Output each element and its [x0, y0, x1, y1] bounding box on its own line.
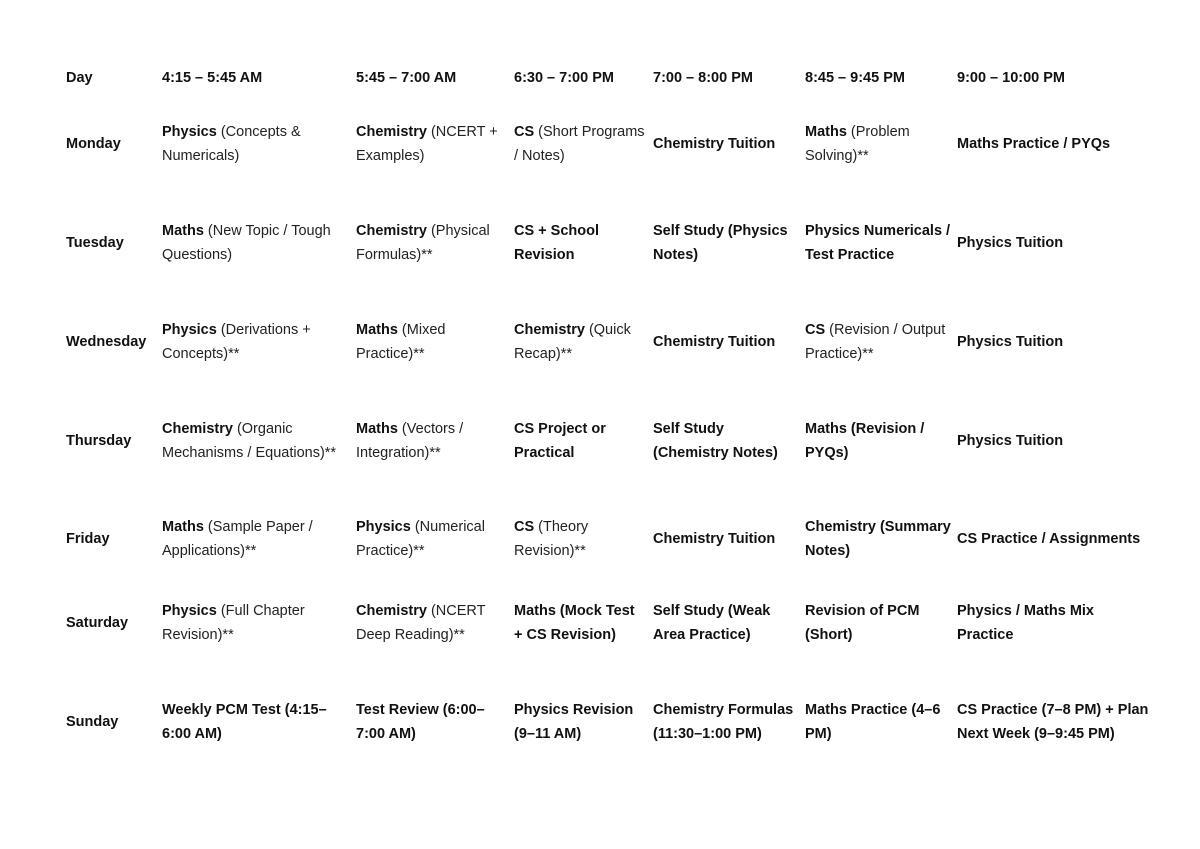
- cell-detail: (NCERT + Examples): [356, 123, 498, 164]
- row-wednesday: [66, 296, 1156, 388]
- cell-subject: Chemistry: [356, 222, 427, 239]
- timetable-header: [66, 58, 1156, 98]
- cell-subject: Chemistry Tuition: [653, 333, 776, 350]
- schedule-cell: [356, 662, 514, 782]
- schedule-cell: [957, 388, 1156, 494]
- schedule-cell: [653, 584, 805, 662]
- schedule-cell: [653, 494, 805, 584]
- cell-detail: (Organic Mechanisms / Equations)**: [162, 420, 337, 461]
- cell-detail: (Revision / Output Practice)**: [805, 321, 946, 362]
- cell-subject: CS: [805, 321, 826, 338]
- schedule-cell: [356, 584, 514, 662]
- header-slot-5: 8:45 – 9:45 PM: [805, 69, 905, 86]
- header-slot-2: 5:45 – 7:00 AM: [356, 69, 457, 86]
- schedule-cell: [805, 584, 957, 662]
- cell-subject: Maths (Revision / PYQs): [805, 420, 925, 461]
- cell-subject: Physics: [162, 321, 217, 338]
- cell-subject: Chemistry: [356, 602, 427, 619]
- cell-subject: Self Study (Weak Area Practice): [653, 602, 771, 643]
- cell-subject: Revision of PCM (Short): [805, 602, 920, 643]
- cell-subject: Physics: [356, 518, 411, 535]
- cell-subject: Maths: [162, 222, 204, 239]
- schedule-cell: [514, 494, 653, 584]
- schedule-cell: [805, 296, 957, 388]
- cell-subject: Chemistry: [162, 420, 233, 437]
- schedule-cell: [957, 296, 1156, 388]
- schedule-cell: [162, 494, 356, 584]
- cell-subject: Maths: [162, 518, 204, 535]
- schedule-cell: [957, 98, 1156, 190]
- schedule-cell: [805, 388, 957, 494]
- schedule-cell: [957, 190, 1156, 296]
- row-thursday: [66, 388, 1156, 494]
- cell-detail: (New Topic / Tough Questions): [162, 222, 331, 263]
- schedule-cell: [805, 98, 957, 190]
- schedule-cell: [805, 662, 957, 782]
- schedule-cell: [162, 388, 356, 494]
- cell-subject: CS Project or Practical: [514, 420, 606, 461]
- day-label: Tuesday: [66, 234, 124, 251]
- row-tuesday: [66, 190, 1156, 296]
- header-slot-1: 4:15 – 5:45 AM: [162, 69, 263, 86]
- schedule-cell: [514, 584, 653, 662]
- schedule-cell: [653, 190, 805, 296]
- day-label: Monday: [66, 135, 121, 152]
- cell-subject: Chemistry: [514, 321, 585, 338]
- cell-subject: CS: [514, 123, 535, 140]
- cell-subject: Maths Practice / PYQs: [957, 135, 1111, 152]
- schedule-cell: [162, 584, 356, 662]
- cell-subject: Physics: [162, 602, 217, 619]
- header-slot-3: 6:30 – 7:00 PM: [514, 69, 614, 86]
- cell-detail: (Full Chapter Revision)**: [162, 602, 305, 643]
- schedule-cell: [162, 98, 356, 190]
- cell-subject: Maths: [356, 321, 398, 338]
- schedule-cell: [356, 98, 514, 190]
- header-slot-6: 9:00 – 10:00 PM: [957, 69, 1066, 86]
- schedule-cell: [514, 662, 653, 782]
- row-sunday: [66, 662, 1156, 782]
- schedule-cell: [514, 388, 653, 494]
- cell-subject: CS + School Revision: [514, 222, 600, 263]
- cell-subject: Physics: [162, 123, 217, 140]
- cell-subject: Test Review (6:00–7:00 AM): [356, 701, 485, 742]
- cell-detail: (Quick Recap)**: [514, 321, 631, 362]
- cell-subject: CS Practice (7–8 PM) + Plan Next Week (9–9:45 PM): [957, 701, 1149, 742]
- cell-detail: (Derivations + Concepts)**: [162, 321, 311, 362]
- schedule-cell: [957, 584, 1156, 662]
- day-label: Sunday: [66, 713, 119, 730]
- schedule-cell: [514, 296, 653, 388]
- cell-detail: (Theory Revision)**: [514, 518, 589, 559]
- cell-subject: Maths (Mock Test + CS Revision): [514, 602, 635, 643]
- schedule-cell: [957, 494, 1156, 584]
- day-label: Friday: [66, 530, 110, 547]
- cell-detail: (Numerical Practice)**: [356, 518, 485, 559]
- schedule-cell: [356, 190, 514, 296]
- cell-subject: CS Practice / Assignments: [957, 530, 1141, 547]
- schedule-cell: [653, 662, 805, 782]
- schedule-cell: [162, 190, 356, 296]
- cell-subject: Self Study (Chemistry Notes): [653, 420, 778, 461]
- timetable-body: [66, 98, 1156, 782]
- cell-subject: Physics Tuition: [957, 234, 1064, 251]
- row-saturday: [66, 584, 1156, 662]
- cell-subject: Chemistry: [356, 123, 427, 140]
- schedule-cell: [514, 98, 653, 190]
- cell-subject: Chemistry (Summary Notes): [805, 518, 951, 559]
- cell-subject: Chemistry Tuition: [653, 135, 776, 152]
- cell-subject: Physics Tuition: [957, 333, 1064, 350]
- day-label: Saturday: [66, 614, 129, 631]
- row-friday: [66, 494, 1156, 584]
- cell-subject: Physics Revision (9–11 AM): [514, 701, 634, 742]
- cell-subject: Physics Tuition: [957, 432, 1064, 449]
- cell-subject: Chemistry Formulas (11:30–1:00 PM): [653, 701, 794, 742]
- schedule-cell: [805, 190, 957, 296]
- header-day: Day: [66, 69, 93, 86]
- cell-subject: Chemistry Tuition: [653, 530, 776, 547]
- cell-subject: Physics Numericals / Test Practice: [805, 222, 951, 263]
- cell-detail: (Concepts & Numericals): [162, 123, 301, 164]
- cell-subject: Self Study (Physics Notes): [653, 222, 788, 263]
- cell-subject: Weekly PCM Test (4:15–6:00 AM): [162, 701, 327, 742]
- cell-detail: (Mixed Practice)**: [356, 321, 446, 362]
- cell-detail: (Short Programs / Notes): [514, 123, 645, 164]
- schedule-cell: [957, 662, 1156, 782]
- schedule-cell: [162, 296, 356, 388]
- cell-detail: (Sample Paper / Applications)**: [162, 518, 313, 559]
- schedule-cell: [653, 98, 805, 190]
- schedule-cell: [653, 296, 805, 388]
- cell-detail: (NCERT Deep Reading)**: [356, 602, 486, 643]
- cell-subject: CS: [514, 518, 535, 535]
- cell-detail: (Physical Formulas)**: [356, 222, 490, 263]
- day-label: Wednesday: [66, 333, 147, 350]
- schedule-cell: [514, 190, 653, 296]
- schedule-cell: [356, 296, 514, 388]
- row-monday: [66, 98, 1156, 190]
- schedule-cell: [805, 494, 957, 584]
- study-timetable: [66, 58, 1156, 782]
- cell-subject: Physics / Maths Mix Practice: [957, 602, 1094, 643]
- schedule-cell: [356, 388, 514, 494]
- cell-subject: Maths Practice (4–6 PM): [805, 701, 941, 742]
- schedule-cell: [356, 494, 514, 584]
- cell-subject: Maths: [356, 420, 398, 437]
- cell-subject: Maths: [805, 123, 847, 140]
- cell-detail: (Problem Solving)**: [805, 123, 910, 164]
- header-slot-4: 7:00 – 8:00 PM: [653, 69, 753, 86]
- day-label: Thursday: [66, 432, 132, 449]
- header-row: [66, 58, 1156, 98]
- schedule-cell: [653, 388, 805, 494]
- schedule-cell: [162, 662, 356, 782]
- cell-detail: (Vectors / Integration)**: [356, 420, 464, 461]
